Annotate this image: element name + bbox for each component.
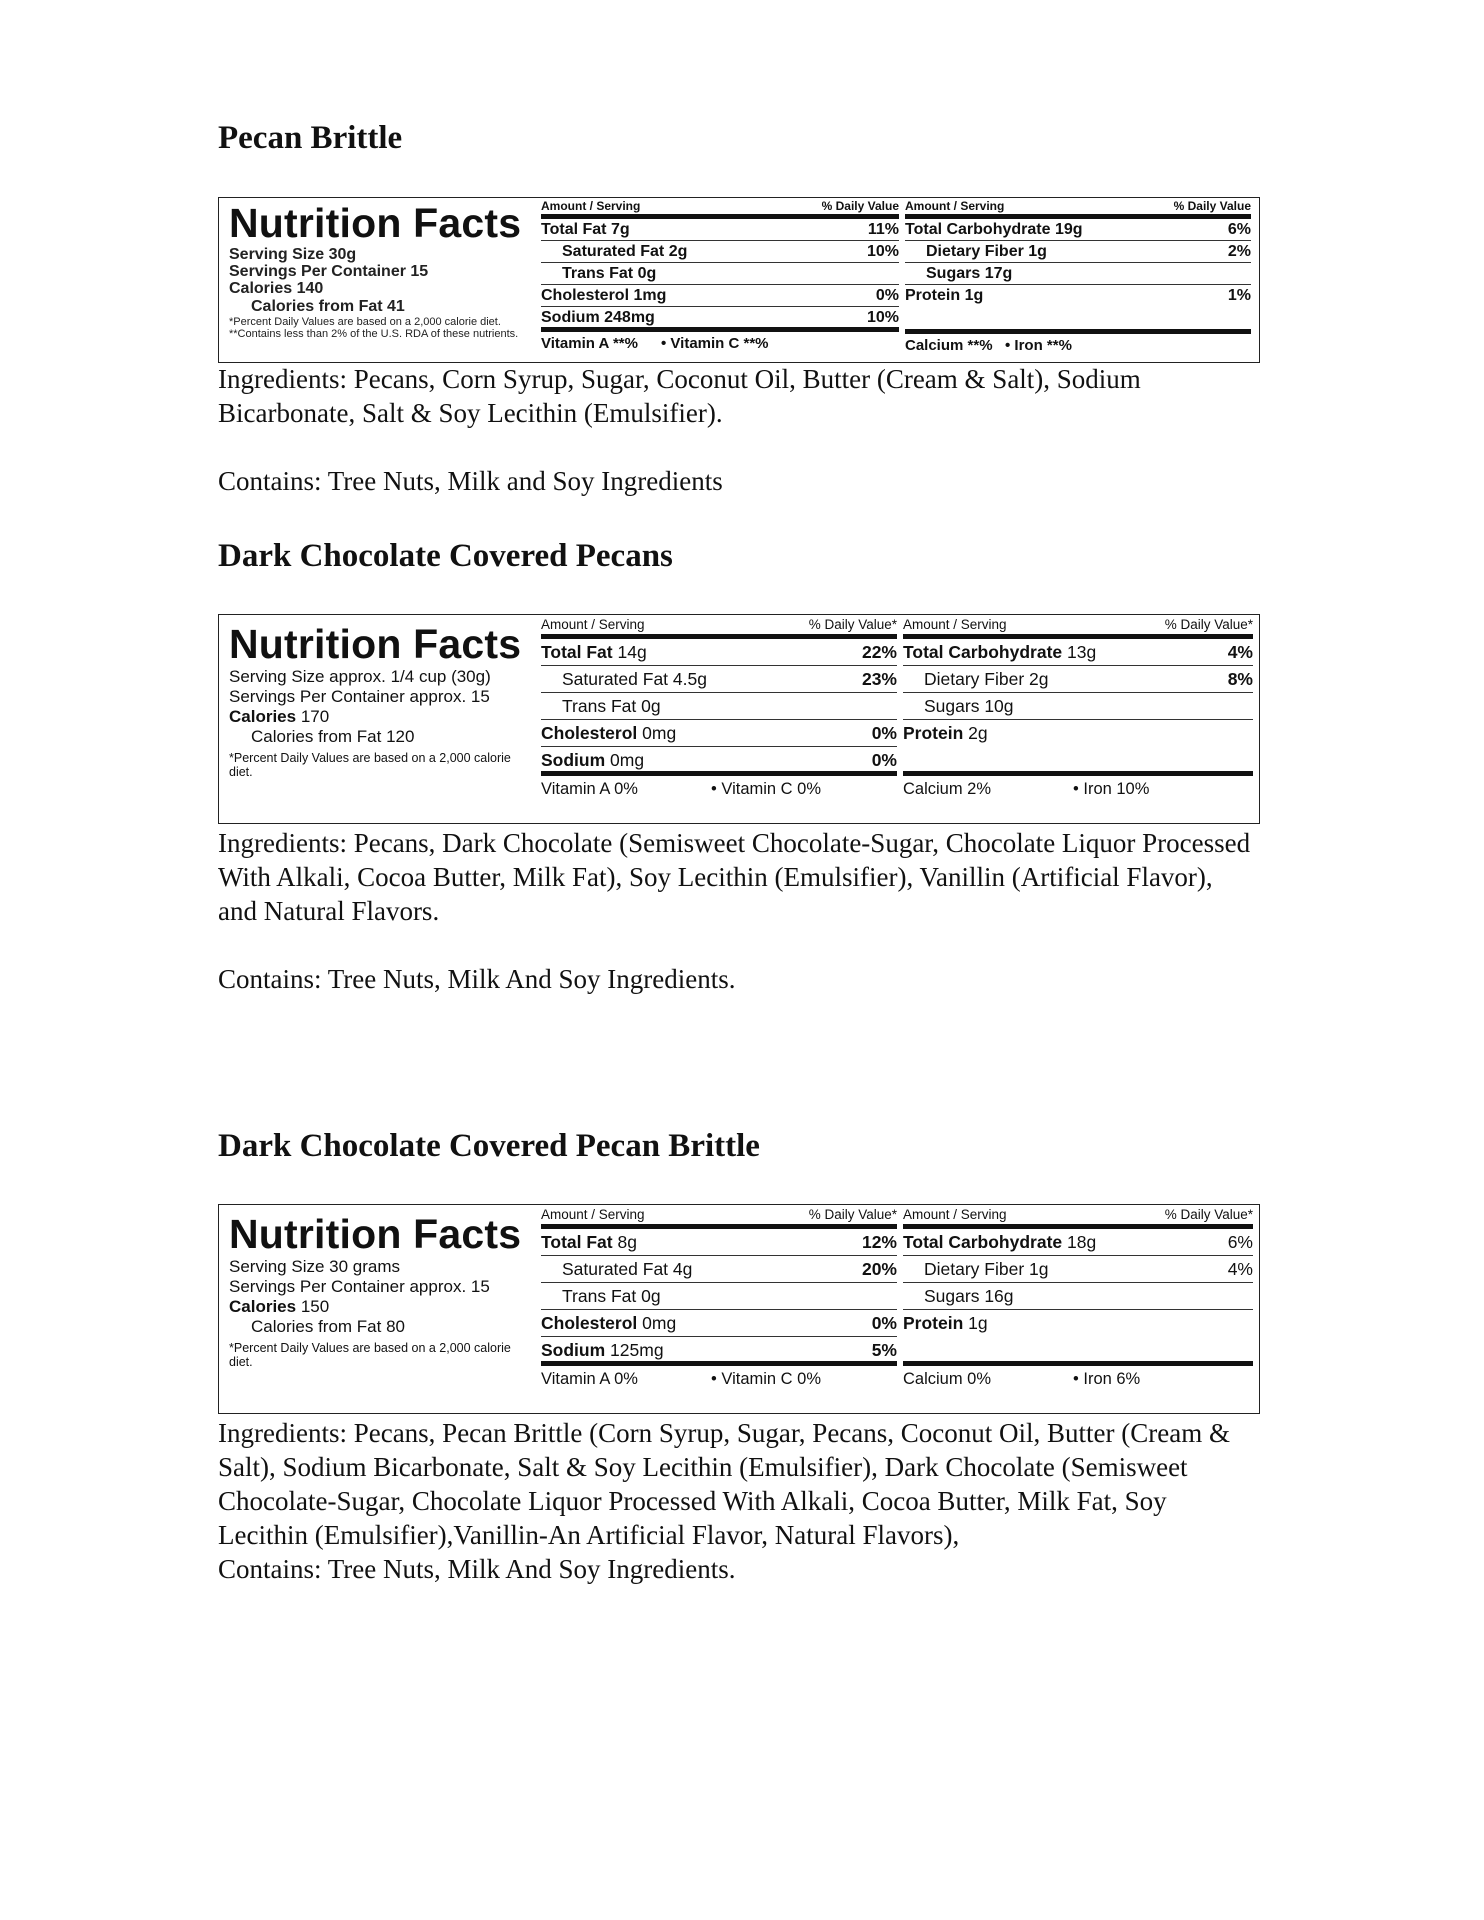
column-header: Amount / Serving % Daily Value: [541, 198, 899, 219]
product-pecan-brittle: [218, 118, 1263, 496]
nutrition-facts-panel: [218, 197, 1260, 363]
product-title: Dark Chocolate Covered Pecans: [218, 538, 673, 574]
serving-size: Serving Size 30 grams: [229, 1257, 401, 1276]
nutrition-facts-panel: [218, 614, 1260, 824]
calories: Calories 150: [229, 1297, 330, 1316]
allergen-statement: Contains: Tree Nuts, Milk And Soy Ingredients.: [218, 1554, 736, 1584]
column-header: Amount / Serving % Daily Value*: [541, 1205, 897, 1229]
nutrient-row: Protein 1g 1%: [905, 287, 1251, 304]
nutrient-row: Trans Fat 0g: [541, 693, 897, 720]
nutrient-column-right: [905, 198, 1251, 356]
nutrient-row: Protein 2g: [903, 723, 988, 743]
nutrient-row: Sodium 0mg 0%: [541, 747, 897, 776]
calories-from-fat: Calories from Fat 80: [251, 1317, 405, 1336]
nutrient-row: Cholesterol 0mg 0%: [541, 720, 897, 747]
nutrient-column-right: [903, 615, 1253, 799]
spacer-rule: [903, 747, 1253, 776]
daily-value-footnote: *Percent Daily Values are based on a 2,000 calorie diet.: [229, 751, 511, 779]
nutrient-row: Protein 1g: [903, 1313, 988, 1333]
nutrient-row: Trans Fat 0g: [541, 1283, 897, 1310]
nutrient-row: Dietary Fiber 1g 2%: [905, 241, 1251, 263]
calories-from-fat: Calories from Fat 41: [251, 298, 405, 315]
nutrient-row: Cholesterol 0mg 0%: [541, 1310, 897, 1337]
vitamins-row: Vitamin A 0% • Vitamin C 0%: [541, 1370, 822, 1388]
ingredients: Ingredients: Pecans, Pecan Brittle (Corn Syrup, Sugar, Pecans, Coconut Oil, Butter (Cream & Salt), Sodium Bicarbonate, Salt & Soy Lecithin (Emulsifier), Dark Chocolate (Semisweet Chocolate-Sugar, Chocolate Liquor Processed With Alkali, Cocoa Butter, Milk Fat, Soy Lecithin (Emulsifier),Vanillin-An Artificial Flavor, Natural Flavors),: [218, 1418, 1230, 1550]
allergen-statement: Contains: Tree Nuts, Milk and Soy Ingredients: [218, 466, 723, 496]
calories: Calories 170: [229, 707, 330, 726]
nutrient-row: Dietary Fiber 2g 8%: [903, 666, 1253, 693]
vitamins-row: Calcium 2% • Iron 10%: [903, 780, 1150, 798]
servings-per-container: Servings Per Container approx. 15: [229, 687, 490, 706]
nutrition-facts-panel: [218, 1204, 1260, 1414]
nutrient-row: Sodium 248mg 10%: [541, 307, 899, 332]
product-dark-chocolate-covered-pecans: [218, 536, 1263, 994]
vitamins-row: Calcium 0% • Iron 6%: [903, 1370, 1141, 1388]
product-dark-chocolate-covered-pecan-brittle: [218, 1126, 1263, 1584]
nutrient-row: Saturated Fat 2g 10%: [541, 241, 899, 263]
serving-size: Serving Size approx. 1/4 cup (30g): [229, 667, 491, 686]
column-header: Amount / Serving % Daily Value*: [903, 615, 1253, 639]
daily-value-footnote: *Percent Daily Values are based on a 2,000 calorie diet.: [229, 1341, 511, 1369]
nutrient-column-left: [541, 1205, 897, 1389]
nutrient-column-left: [541, 198, 899, 354]
nutrition-summary: [229, 200, 549, 340]
nutrition-facts-heading: Nutrition Facts: [229, 200, 522, 246]
nutrient-row: Trans Fat 0g: [541, 263, 899, 285]
nutrient-row: Total Carbohydrate 13g 4%: [903, 639, 1253, 666]
nutrition-summary: [229, 621, 549, 779]
nutrient-row: Sugars 17g: [905, 263, 1251, 285]
daily-value-footnote: *Percent Daily Values are based on a 2,000 calorie diet. **Contains less than 2% of the U.S. RDA of these nutrients.: [229, 316, 519, 340]
nutrition-summary: [229, 1211, 549, 1369]
column-header: Amount / Serving % Daily Value*: [903, 1205, 1253, 1229]
nutrient-row: Cholesterol 1mg 0%: [541, 285, 899, 307]
nutrient-column-left: [541, 615, 897, 799]
nutrition-facts-heading: Nutrition Facts: [229, 1211, 522, 1257]
product-title: Dark Chocolate Covered Pecan Brittle: [218, 1128, 760, 1164]
nutrient-row: Sodium 125mg 5%: [541, 1337, 897, 1366]
column-header: Amount / Serving % Daily Value*: [541, 615, 897, 639]
nutrition-facts-heading: Nutrition Facts: [229, 621, 522, 667]
nutrient-row: Total Fat 14g 22%: [541, 639, 897, 666]
vitamins-row: Vitamin A **% • Vitamin C **%: [541, 335, 769, 352]
calories-from-fat: Calories from Fat 120: [251, 727, 415, 746]
product-title: Pecan Brittle: [218, 120, 403, 156]
nutrient-row: Total Fat 8g 12%: [541, 1229, 897, 1256]
vitamins-row: Calcium **% • Iron **%: [905, 337, 1072, 354]
vitamins-row: Vitamin A 0% • Vitamin C 0%: [541, 780, 822, 798]
spacer-rule: [905, 307, 1251, 334]
servings-per-container: Servings Per Container 15: [229, 263, 429, 280]
nutrient-row: Total Fat 7g 11%: [541, 219, 899, 241]
nutrient-row: Saturated Fat 4g 20%: [541, 1256, 897, 1283]
calories: Calories 140: [229, 280, 324, 297]
spacer-rule: [903, 1337, 1253, 1366]
nutrient-row: Sugars 10g: [903, 693, 1253, 720]
serving-size: Serving Size 30g: [229, 246, 357, 263]
nutrient-column-right: [903, 1205, 1253, 1389]
servings-per-container: Servings Per Container approx. 15: [229, 1277, 490, 1296]
nutrient-row: Saturated Fat 4.5g 23%: [541, 666, 897, 693]
nutrient-row: Sugars 16g: [903, 1283, 1253, 1310]
ingredients: Ingredients: Pecans, Dark Chocolate (Semisweet Chocolate-Sugar, Chocolate Liquor Processed With Alkali, Cocoa Butter, Milk Fat), Soy Lecithin (Emulsifier), Vanillin (Artificial Flavor), and Natural Flavors.: [218, 828, 1251, 926]
nutrient-row: Dietary Fiber 1g 4%: [903, 1256, 1253, 1283]
nutrient-row: Total Carbohydrate 18g 6%: [903, 1229, 1253, 1256]
nutrient-row: Total Carbohydrate 19g 6%: [905, 219, 1251, 241]
column-header: Amount / Serving % Daily Value: [905, 198, 1251, 219]
ingredients: Ingredients: Pecans, Corn Syrup, Sugar, Coconut Oil, Butter (Cream & Salt), Sodium Bicarbonate, Salt & Soy Lecithin (Emulsifier).: [218, 364, 1141, 428]
allergen-statement: Contains: Tree Nuts, Milk And Soy Ingredients.: [218, 964, 736, 994]
